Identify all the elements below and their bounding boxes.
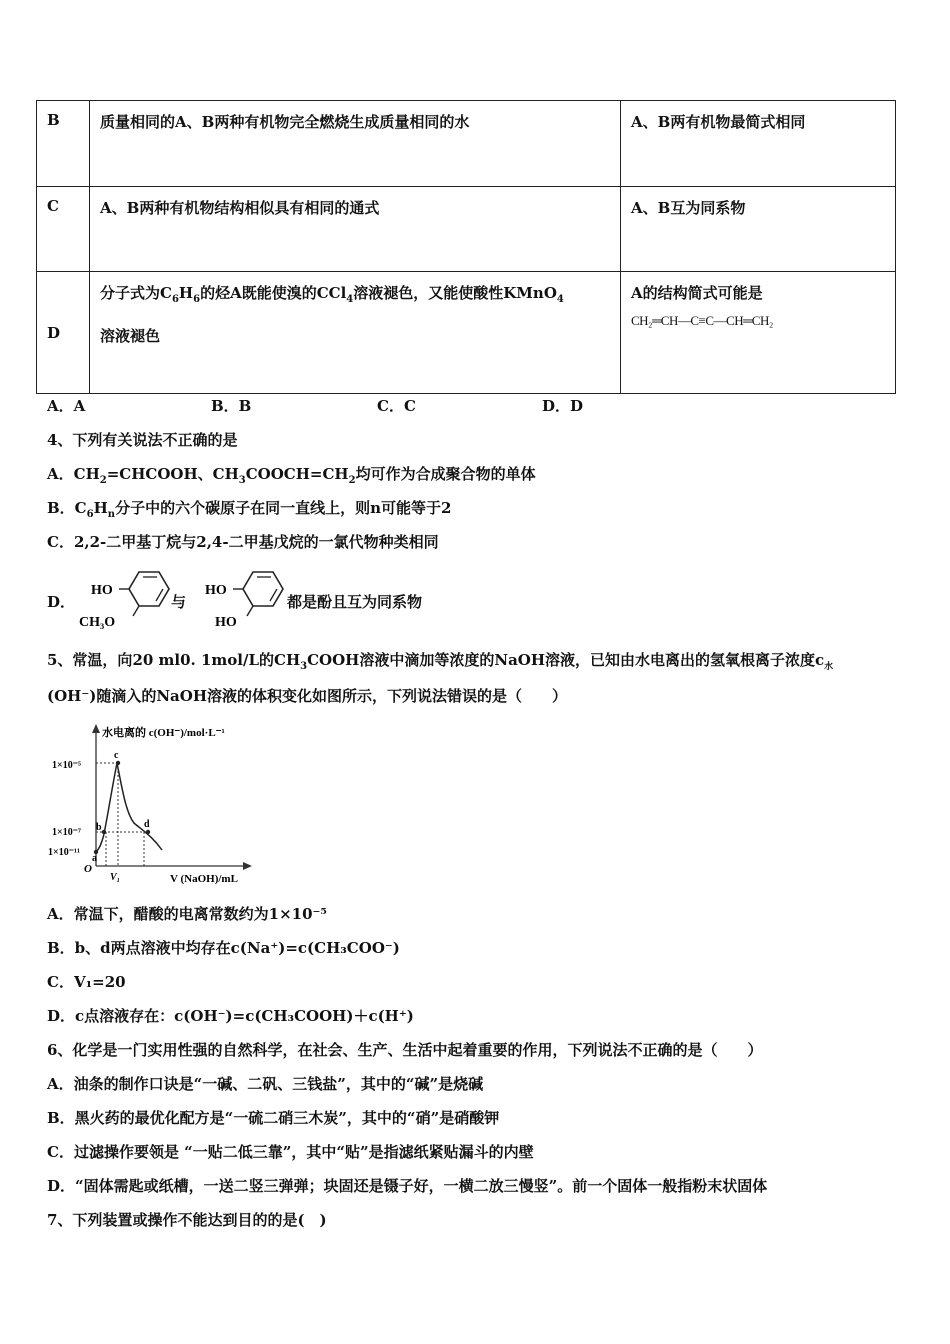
row-b-conclusion: A、B两有机物最简式相同: [621, 101, 896, 187]
svg-text:1×10⁻⁵: 1×10⁻⁵: [52, 760, 81, 771]
row-d-condition: 分子式为$C_6H_6$的烃A既能使溴的CCl$_4$溶液褪色，又能使酸性KMnO$_4$ 溶液褪色: [90, 272, 621, 394]
svg-text:HO: HO: [205, 583, 227, 598]
q5-stem-line1: 5、常温，向20 ml0. 1mol/L的$CH_3COOH$溶液中滴加等浓度的NaOH溶液，已知由水电离出的氢氧根离子浓度$c_水$: [47, 651, 834, 672]
q4-option-d[interactable]: D． HO CH₃O 与 HO HO 都是酚且互为同系物: [47, 564, 547, 634]
svg-text:O: O: [84, 863, 92, 875]
svg-text:HO: HO: [215, 615, 237, 630]
svg-text:c: c: [114, 750, 119, 761]
row-label-d: D: [37, 272, 90, 394]
row-label-b: B: [37, 101, 90, 187]
q3-option-b[interactable]: B．B: [211, 397, 252, 415]
row-b-condition: 质量相同的A、B两种有机物完全燃烧生成质量相同的水: [90, 101, 621, 187]
q3-option-c[interactable]: C．C: [377, 397, 416, 415]
svg-text:d: d: [144, 819, 150, 830]
question3-table: [36, 100, 896, 394]
q5-option-b[interactable]: B．b、d两点溶液中均存在c(Na⁺)=c(CH₃COO⁻): [47, 939, 400, 957]
q6-option-b[interactable]: B．黑火药的最优化配方是“一硫二硝三木炭”，其中的“硝”是硝酸钾: [47, 1109, 500, 1127]
row-c-conclusion: A、B互为同系物: [621, 187, 896, 272]
q5-option-a[interactable]: A．常温下，醋酸的电离常数约为1×10⁻⁵: [47, 905, 328, 923]
q4-option-b[interactable]: B．$C_6H_n$分子中的六个碳原子在同一直线上，则n可能等于2: [47, 499, 452, 520]
q5-option-d[interactable]: D．c点溶液存在：c(OH⁻)=c(CH₃COOH)＋c(H⁺): [47, 1007, 414, 1025]
q4-stem: 4、下列有关说法不正确的是: [47, 431, 238, 449]
svg-text:V (NaOH)/mL: V (NaOH)/mL: [170, 873, 238, 885]
q4-option-c[interactable]: C．2,2-二甲基丁烷与2,4-二甲基戊烷的一氯代物种类相同: [47, 533, 439, 551]
q4-option-a[interactable]: A．$CH_2=CHCOOH$、$CH_3COOCH=CH_2$均可作为合成聚合物的单体: [47, 465, 536, 486]
svg-text:a: a: [92, 853, 97, 864]
svg-text:1×10⁻¹¹: 1×10⁻¹¹: [48, 847, 80, 858]
q6-option-c[interactable]: C．过滤操作要领是 “一贴二低三靠”，其中“贴”是指滤纸紧贴漏斗的内壁: [47, 1143, 534, 1161]
row-d-conclusion: A的结构简式可能是 CH₂═CH—C≡C—CH═CH₂: [621, 272, 896, 394]
q3-option-d[interactable]: D．D: [542, 397, 584, 415]
svg-text:V₁: V₁: [110, 872, 121, 883]
q6-stem: 6、化学是一门实用性强的自然科学，在社会、生产、生活中起着重要的作用，下列说法不正确的是（ ）: [47, 1041, 763, 1059]
q5-graph: [44, 718, 264, 890]
q5-option-c[interactable]: C．V₁=20: [47, 973, 126, 991]
q3-option-a[interactable]: A．A: [47, 397, 86, 415]
q6-option-d[interactable]: D．“固体需匙或纸槽，一送二竖三弹弹；块固还是镊子好，一横二放三慢竖”。前一个固体一般指粉末状固体: [47, 1177, 768, 1195]
row-label-c: C: [37, 187, 90, 272]
structure-formula: CH₂═CH—C≡C—CH═CH₂: [631, 313, 773, 328]
svg-text:b: b: [96, 822, 102, 833]
svg-text:HO: HO: [91, 583, 113, 598]
svg-text:水电离的 c(OH⁻)/mol·L⁻¹: 水电离的 c(OH⁻)/mol·L⁻¹: [102, 727, 225, 739]
q7-stem: 7、下列装置或操作不能达到目的的是( ): [47, 1211, 327, 1229]
q5-stem-line2: (OH⁻)随滴入的NaOH溶液的体积变化如图所示，下列说法错误的是（ ）: [47, 687, 568, 705]
catechol-structure: [191, 564, 291, 634]
svg-text:1×10⁻⁷: 1×10⁻⁷: [52, 827, 81, 838]
q6-option-a[interactable]: A．油条的制作口诀是“一碱、二矾、三钱盐”，其中的“碱”是烧碱: [47, 1075, 484, 1093]
svg-text:CH₃O: CH₃O: [79, 615, 116, 630]
row-c-condition: A、B两种有机物结构相似具有相同的通式: [90, 187, 621, 272]
